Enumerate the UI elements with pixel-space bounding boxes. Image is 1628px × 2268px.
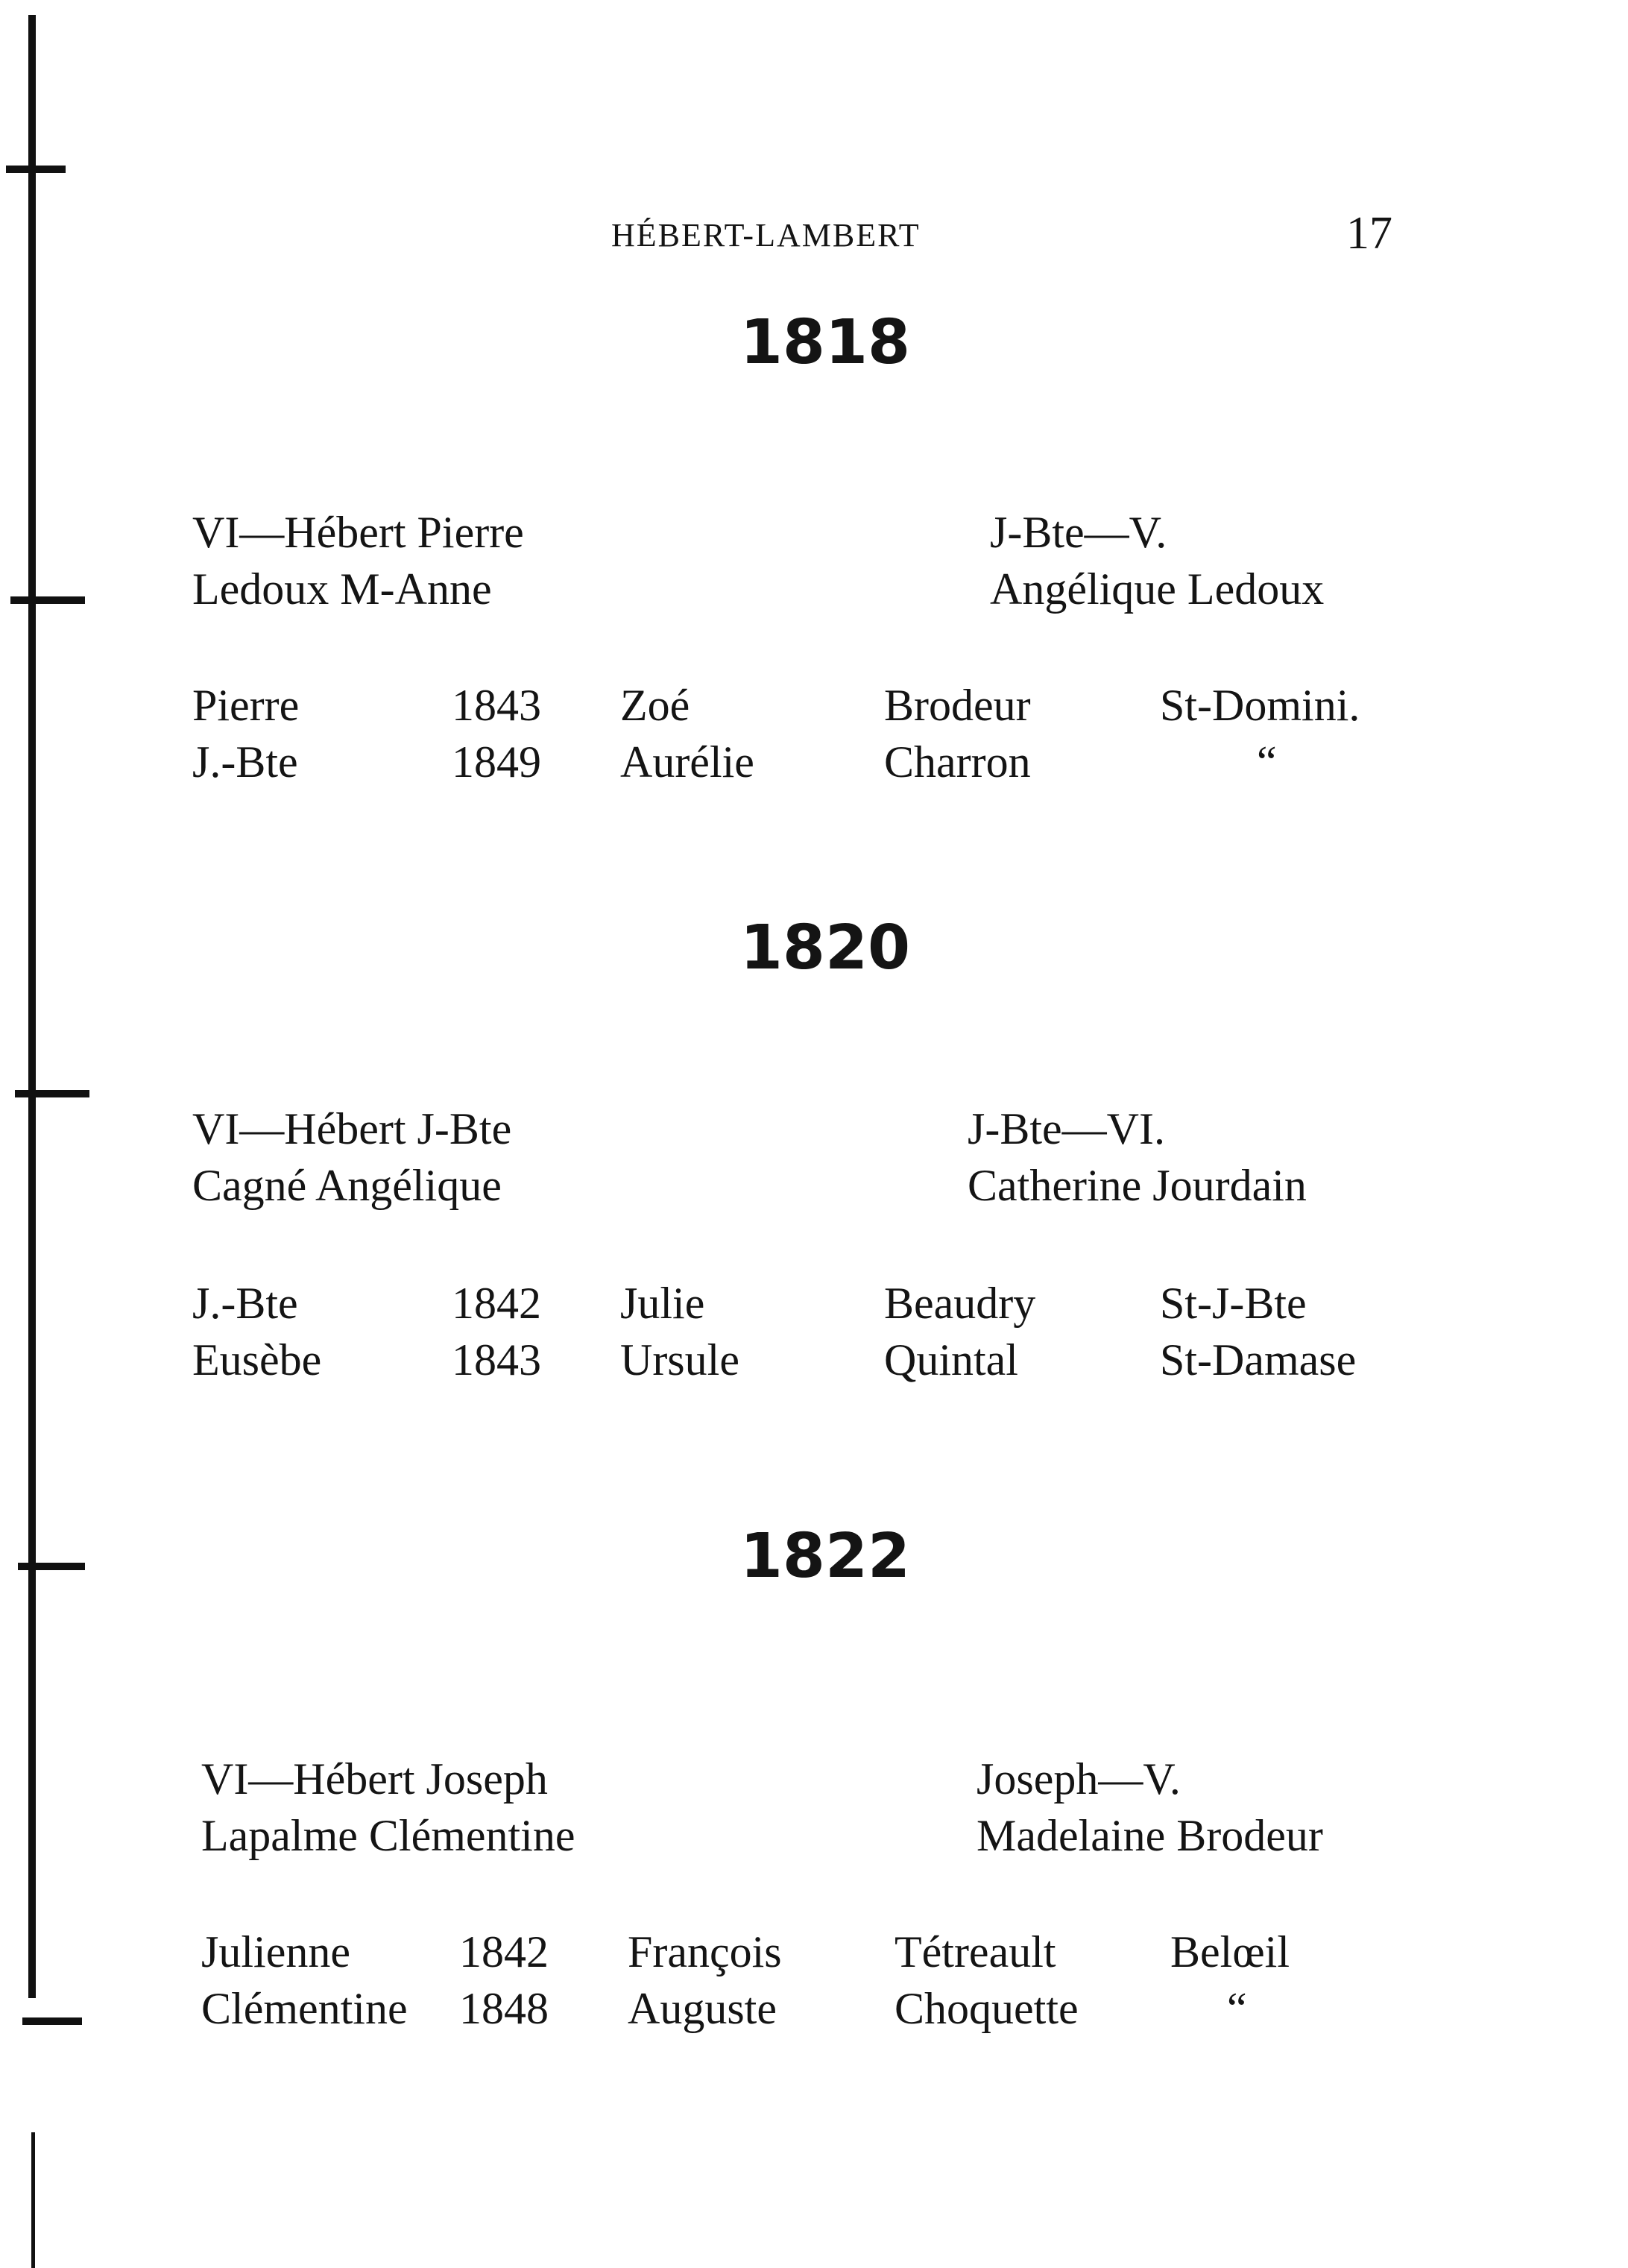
husband-parents: J-Bte—V. bbox=[990, 508, 1167, 557]
wife-parents: Angélique Ledoux bbox=[990, 564, 1325, 614]
wife-line: Ledoux M-Anne bbox=[192, 564, 492, 614]
marriage-place: St-Damase bbox=[1160, 1335, 1357, 1385]
child-row bbox=[0, 1278, 1628, 1335]
wife-line: Cagné Angélique bbox=[192, 1161, 502, 1210]
marriage-place: Belœil bbox=[1170, 1927, 1290, 1976]
spouse-surname: Tétreault bbox=[895, 1927, 1056, 1976]
page-header bbox=[0, 207, 1628, 259]
running-title: HÉBERT-LAMBERT bbox=[611, 217, 921, 253]
marriage-year: 1842 bbox=[459, 1927, 549, 1976]
marriage-year: 1843 bbox=[452, 681, 541, 730]
section-year: 1820 bbox=[739, 913, 911, 983]
children-list bbox=[0, 1927, 1628, 2040]
spouses bbox=[192, 1100, 511, 1214]
marriage-year: 1843 bbox=[452, 1335, 541, 1385]
binding-tick bbox=[10, 596, 85, 604]
child-name: J.-Bte bbox=[192, 737, 298, 787]
marriage-place: St-J-Bte bbox=[1160, 1279, 1307, 1328]
page-number: 17 bbox=[1346, 208, 1392, 259]
spouse-surname: Beaudry bbox=[884, 1279, 1036, 1328]
wife-parents: Catherine Jourdain bbox=[968, 1161, 1307, 1210]
spouse-first-name: Zoé bbox=[620, 681, 690, 730]
marriage-place: St-Domini. bbox=[1160, 681, 1360, 730]
spouse-surname: Choquette bbox=[895, 1984, 1079, 2033]
parents bbox=[990, 504, 1324, 617]
binding-tick bbox=[6, 166, 66, 173]
child-name: J.-Bte bbox=[192, 1279, 298, 1328]
spouse-first-name: Aurélie bbox=[620, 737, 754, 787]
spouses bbox=[201, 1751, 575, 1864]
spouses bbox=[192, 504, 524, 617]
spouse-first-name: François bbox=[628, 1927, 782, 1976]
child-name: Julienne bbox=[201, 1927, 350, 1976]
marriage-year: 1842 bbox=[452, 1279, 541, 1328]
section-year: 1822 bbox=[739, 1521, 911, 1592]
spouse-surname: Charron bbox=[884, 737, 1031, 787]
child-row bbox=[0, 680, 1628, 737]
husband-line: VI—Hébert J-Bte bbox=[192, 1104, 512, 1153]
child-row bbox=[0, 1335, 1628, 1391]
binding-strip-lower bbox=[31, 2132, 35, 2268]
spouse-first-name: Auguste bbox=[628, 1984, 777, 2033]
husband-parents: J-Bte—VI. bbox=[968, 1104, 1165, 1153]
husband-line: VI—Hébert Pierre bbox=[192, 508, 524, 557]
section-year: 1818 bbox=[739, 307, 911, 378]
child-row bbox=[0, 1927, 1628, 1983]
child-row bbox=[0, 1983, 1628, 2040]
husband-line: VI—Hébert Joseph bbox=[201, 1754, 548, 1804]
children-list bbox=[0, 1278, 1628, 1391]
spouse-first-name: Ursule bbox=[620, 1335, 739, 1385]
child-row bbox=[0, 737, 1628, 793]
spouse-first-name: Julie bbox=[620, 1279, 705, 1328]
parents bbox=[968, 1100, 1307, 1214]
marriage-year: 1848 bbox=[459, 1984, 549, 2033]
marriage-place: “ bbox=[1227, 1984, 1247, 2033]
child-name: Eusèbe bbox=[192, 1335, 322, 1385]
children-list bbox=[0, 680, 1628, 793]
marriage-year: 1849 bbox=[452, 737, 541, 787]
binding-tick bbox=[15, 1090, 89, 1097]
wife-parents: Madelaine Brodeur bbox=[977, 1811, 1323, 1860]
child-name: Clémentine bbox=[201, 1984, 408, 2033]
husband-parents: Joseph—V. bbox=[977, 1754, 1181, 1804]
spouse-surname: Brodeur bbox=[884, 681, 1031, 730]
marriage-place: “ bbox=[1257, 737, 1277, 787]
parents bbox=[977, 1751, 1323, 1864]
child-name: Pierre bbox=[192, 681, 300, 730]
wife-line: Lapalme Clémentine bbox=[201, 1811, 575, 1860]
spouse-surname: Quintal bbox=[884, 1335, 1018, 1385]
